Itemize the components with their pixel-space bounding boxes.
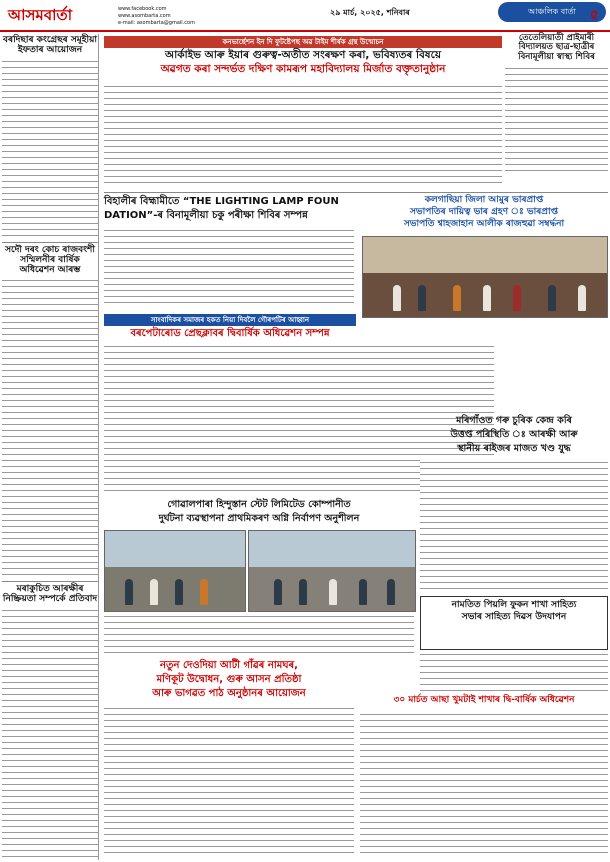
top-story-headline-2: অৱগত কৰা সন্দৰ্ভত দক্ষিণ কামৰূপ মহাবিদ্যালয় মিৰ্জাত বক্তৃতানুষ্ঠান (160, 63, 446, 75)
literary-headline-2: সভাৰ সাহিত্য দিৱস উদযাপন (461, 611, 567, 622)
section-tag: আঞ্চলিক বাৰ্তা (498, 2, 606, 22)
literary-story-box (420, 596, 608, 650)
lamp-story-headline-2: DATION”-ৰ বিনামূলীয়া চকু পৰীক্ষা শিবিৰ সম্পন্ন (104, 210, 308, 221)
left-story3-headline: মৰাকুচিত আৰক্ষীৰ নিষ্ক্ৰিয়তা সম্পৰ্কে প্ৰতিবাদ (2, 584, 98, 605)
contact-line: e-mail: asombarta@gmail.com (118, 20, 195, 26)
kalgachia-headline-3: সভাপতি শ্বাহজাহান আলীক ৰাজহুৱা সম্বৰ্দ্ধনা (403, 219, 565, 229)
kalgachia-headline-2: সভাপতিৰ দায়িত্ব ভাৰ গ্ৰহণ ঃ ভাৰপ্ৰাপ্ত (409, 207, 559, 217)
morigaon-headline-1: মৰিগাঁওত গৰু চুৰিক কেন্দ্ৰ কৰি (456, 415, 572, 426)
top-story-headline-1: আৰ্কাইভ আৰু ইয়াৰ গুৰুত্ব-অতীত সংৰক্ষণ কৰা, ভবিষ্যতৰ বিষয়ে (164, 49, 442, 61)
page-header (0, 0, 610, 32)
left-column (2, 34, 99, 860)
goalpara-photo-2 (248, 530, 416, 612)
top-story-band: কনভাৰ্ছেশন ইন দি ফুটষ্টেপছ অৱ টাইম শীৰ্ষক গ্ৰন্থ উন্মোচন (104, 36, 502, 48)
goalpara-body (104, 614, 414, 654)
left-story3-body (2, 608, 98, 858)
goalpara-headline-1: গোৱালপাৰা হিন্দুস্তান স্টেট লিমিটেড কোম্পানীত (167, 499, 351, 510)
lamp-story-body (104, 228, 354, 308)
goalpara-headline-2: দুৰ্ঘটনা ব্যৱস্থাপনা প্ৰাথমিকৰণ অগ্নি নিৰ্বাপণ অনুশীলন (158, 513, 360, 524)
page-number: ৫ (590, 7, 600, 23)
press-story-headline: বৰপেটাৰোড প্ৰেছক্লাবৰ দ্বিবাৰ্ষিক অধিৱেশন সম্পন্ন (130, 328, 330, 339)
kalgachia-photo (362, 236, 608, 318)
morigaon-headline-2: উত্তপ্ত পৰিস্থিতি ঃ আৰক্ষী আৰু (450, 429, 578, 440)
bottom-story-headline-2: মণিকূট উদ্বোধন, গুৰু আসন প্ৰতিষ্ঠা (156, 674, 302, 685)
march-story-headline: ৩০ মাৰ্চত আছা খুমটাই শাখাৰ দ্বি-বাৰ্ষিক অধিৱেশন (393, 695, 575, 705)
march-story-body (360, 712, 608, 856)
bottom-story-headline-1: নতুন দেওদিয়া আটী গাঁৱৰ নামঘৰ, (160, 660, 298, 671)
goalpara-photo-1 (104, 530, 246, 612)
top-story-body (104, 84, 502, 184)
kalgachia-headline-1: কলগাছিয়া জিলা আমুৰ ভাৰপ্ৰাপ্ত (424, 195, 544, 205)
lamp-story-headline-1: বিহালীৰ বিহ্মামীতে “THE LIGHTING LAMP FOUN (104, 196, 339, 207)
right-story-body (505, 66, 608, 176)
divider (2, 242, 98, 243)
right-story-headline: তেতেলিয়াতী প্ৰাইমাৰী বিদ্যালয়ত ছাত্ৰ-ছাত্ৰীৰ বিনামূলীয়া স্বাস্থ্য শিবিৰ (518, 33, 595, 62)
newspaper-logo: আসমবাৰ্তা (8, 6, 73, 24)
contact-info (118, 6, 195, 27)
literary-body (420, 652, 608, 692)
morigaon-body (420, 460, 608, 590)
bottom-story-body (104, 706, 354, 856)
left-story2-body (2, 278, 98, 578)
contact-line: www.asombarta.com (118, 13, 171, 19)
left-story2-headline: সদৌ দৰং কোচ ৰাজবংশী সম্মিলনীৰ বাৰ্ষিক অধিৱেশন আৰম্ভ (5, 244, 95, 275)
press-story-band: সাংবাদিকৰ সমাজৰ হকত নিয়া দিবলৈ গৌৰপটিৰ আহ্বান (104, 314, 356, 326)
left-story1-body (2, 59, 98, 239)
literary-headline-1: নামতিত পিয়লি ফুকন শাখা সাহিত্য (451, 600, 577, 610)
morigaon-headline-3: স্থানীয় ৰাইজৰ মাজত খণ্ড যুদ্ধ (457, 443, 571, 454)
divider (104, 192, 608, 193)
left-story1-headline: বৰদিছাৰ কংগ্ৰেছৰ সমূহীয়া ইফতাৰ আয়োজন (3, 35, 97, 55)
issue-date: ২৯ মাৰ্চ, ২০২৫, শনিবাৰ (330, 8, 410, 17)
bottom-story-headline-3: আৰু ভাগৱত পাঠ অনুষ্ঠানৰ আয়োজন (152, 688, 306, 699)
contact-line: www.facebook.com (118, 6, 167, 12)
divider (2, 581, 98, 582)
